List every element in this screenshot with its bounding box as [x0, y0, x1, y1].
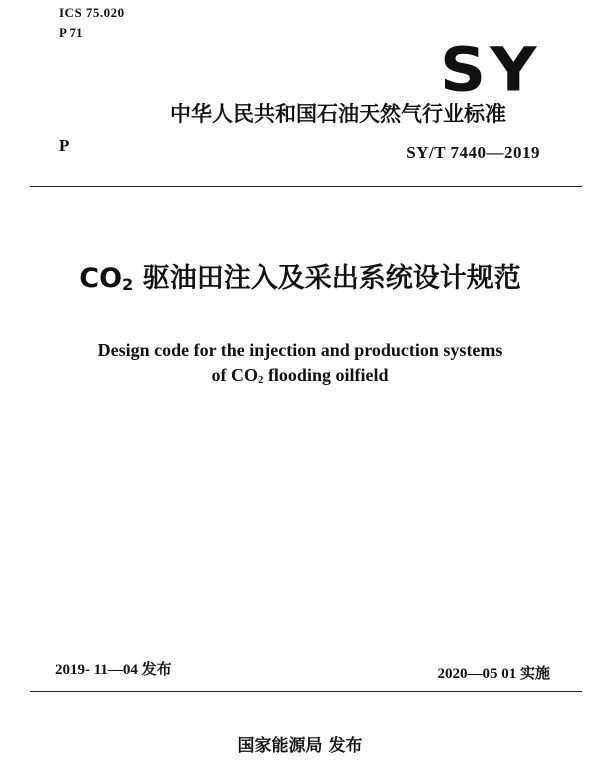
title-chinese — [0, 262, 600, 296]
title-en-line2-rest: flooding oilfield — [263, 365, 389, 385]
ics-code: ICS 75.020 — [59, 5, 125, 20]
title-en-line2-subscript: 2 — [258, 374, 264, 387]
implementation-date: 2020—05 01 实施 — [437, 666, 550, 682]
category-letter: P — [59, 136, 70, 155]
publisher: 国家能源局 发布 — [237, 736, 363, 756]
standard-number: SY/T 7440—2019 — [406, 143, 540, 162]
title-english — [0, 338, 600, 388]
title-cn-rest: 驱油田注入及采出系统设计规范 — [133, 263, 521, 294]
standard-organization: 中华人民共和国石油天然气行业标准 — [170, 102, 506, 126]
issue-date: 2019- 11—04 发布 — [55, 662, 172, 678]
sy-logo: SY — [440, 35, 541, 106]
title-cn-prefix: CO — [79, 263, 123, 294]
title-en-line1: Design code for the injection and production systems — [97, 340, 503, 360]
classification-code: P 71 — [59, 25, 83, 40]
bottom-divider — [30, 691, 582, 692]
title-en-line2-prefix: of CO — [211, 365, 259, 385]
title-en-line2 — [0, 363, 600, 388]
title-cn-subscript: 2 — [122, 275, 134, 295]
top-divider — [30, 186, 582, 187]
